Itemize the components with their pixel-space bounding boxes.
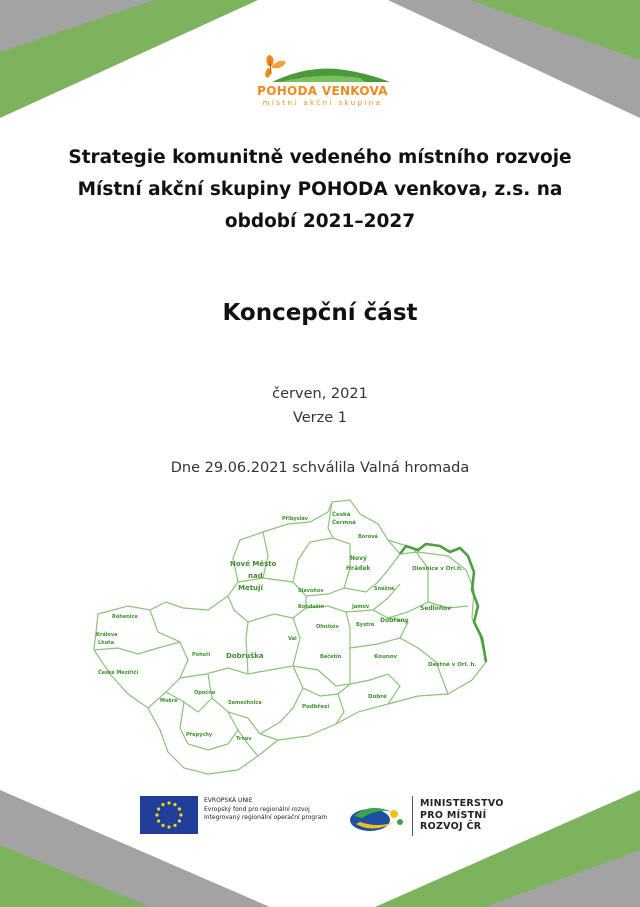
document-version: Verze 1 — [292, 410, 348, 426]
map-label: Podbřezí — [302, 704, 330, 710]
map-label: Přepychy — [186, 732, 213, 738]
map-label: Králova — [96, 632, 118, 638]
map-label: Bystré — [356, 622, 375, 628]
map-label: Olešnice v Orl.h. — [412, 566, 464, 572]
map-label: Nové Město — [230, 560, 277, 568]
map-label: Deštné v Orl. h. — [428, 662, 477, 668]
mmr-line: MINISTERSTVO — [420, 798, 504, 809]
mmr-caption — [420, 798, 504, 833]
map-label: Nový — [350, 555, 367, 562]
mmr-logo-icon — [348, 800, 410, 834]
eu-line: Integrovaný regionální operační program — [204, 814, 328, 821]
map-label: Jamov — [352, 604, 370, 610]
eu-caption — [204, 797, 327, 823]
map-label: Sedloňov — [420, 605, 452, 612]
map-label: Slavoňov — [298, 588, 324, 594]
pohoda-venkova-logo — [250, 52, 395, 112]
map-label: Bohdašín — [298, 604, 325, 610]
butterfly-hills-logo-icon — [250, 52, 395, 86]
approval-note: Dne 29.06.2021 schválila Valná hromada — [170, 460, 470, 476]
map-label: Lhota — [98, 640, 114, 646]
map-label: Opočno — [194, 690, 216, 696]
map-label: Val — [288, 636, 297, 642]
eu-line: EVROPSKÁ UNIE — [204, 797, 253, 804]
document-title: Strategie komunitně vedeného místního rozvoje Místní akční skupiny POHODA venkova, z.s. na období 2021–2027 — [68, 147, 572, 232]
map-label: Dobruška — [226, 652, 264, 660]
map-label: Borová — [358, 534, 378, 540]
map-label: Hrádek — [346, 565, 371, 572]
map-label: nad — [248, 572, 263, 580]
eu-flag-icon — [140, 796, 198, 834]
document-subtitle: Koncepční část — [222, 300, 418, 326]
map-label: Mokré — [160, 698, 178, 704]
mmr-line: PRO MÍSTNÍ — [420, 809, 487, 821]
map-label: Metují — [238, 584, 263, 592]
map-label: Pohoří — [192, 652, 211, 658]
document-date: červen, 2021 — [272, 386, 368, 402]
map-label: Česká — [332, 512, 351, 518]
eu-line: Evropský fond pro regionální rozvoj — [204, 805, 310, 813]
logo-name: POHODA VENKOVA — [257, 84, 388, 98]
map-label: České Meziříčí — [98, 670, 139, 676]
map-label: Bačetín — [320, 654, 342, 660]
map-label: Semechnice — [228, 700, 262, 706]
mmr-line: ROZVOJ ČR — [420, 821, 482, 832]
map-label: Ohnišov — [316, 624, 339, 630]
map-label: Kounov — [374, 654, 398, 660]
map-label: Dobré — [368, 694, 387, 700]
map-label: Trnov — [236, 736, 252, 742]
map-label: Čermná — [332, 520, 356, 526]
logo-tagline: místní akční skupina — [262, 99, 383, 107]
map-label: Rohenice — [112, 614, 138, 620]
map-label: Přibyslav — [282, 516, 309, 522]
region-map — [88, 498, 500, 782]
map-label: Dobřany — [380, 617, 409, 624]
logo-divider — [412, 796, 413, 836]
map-label: Sněžné — [374, 586, 395, 592]
